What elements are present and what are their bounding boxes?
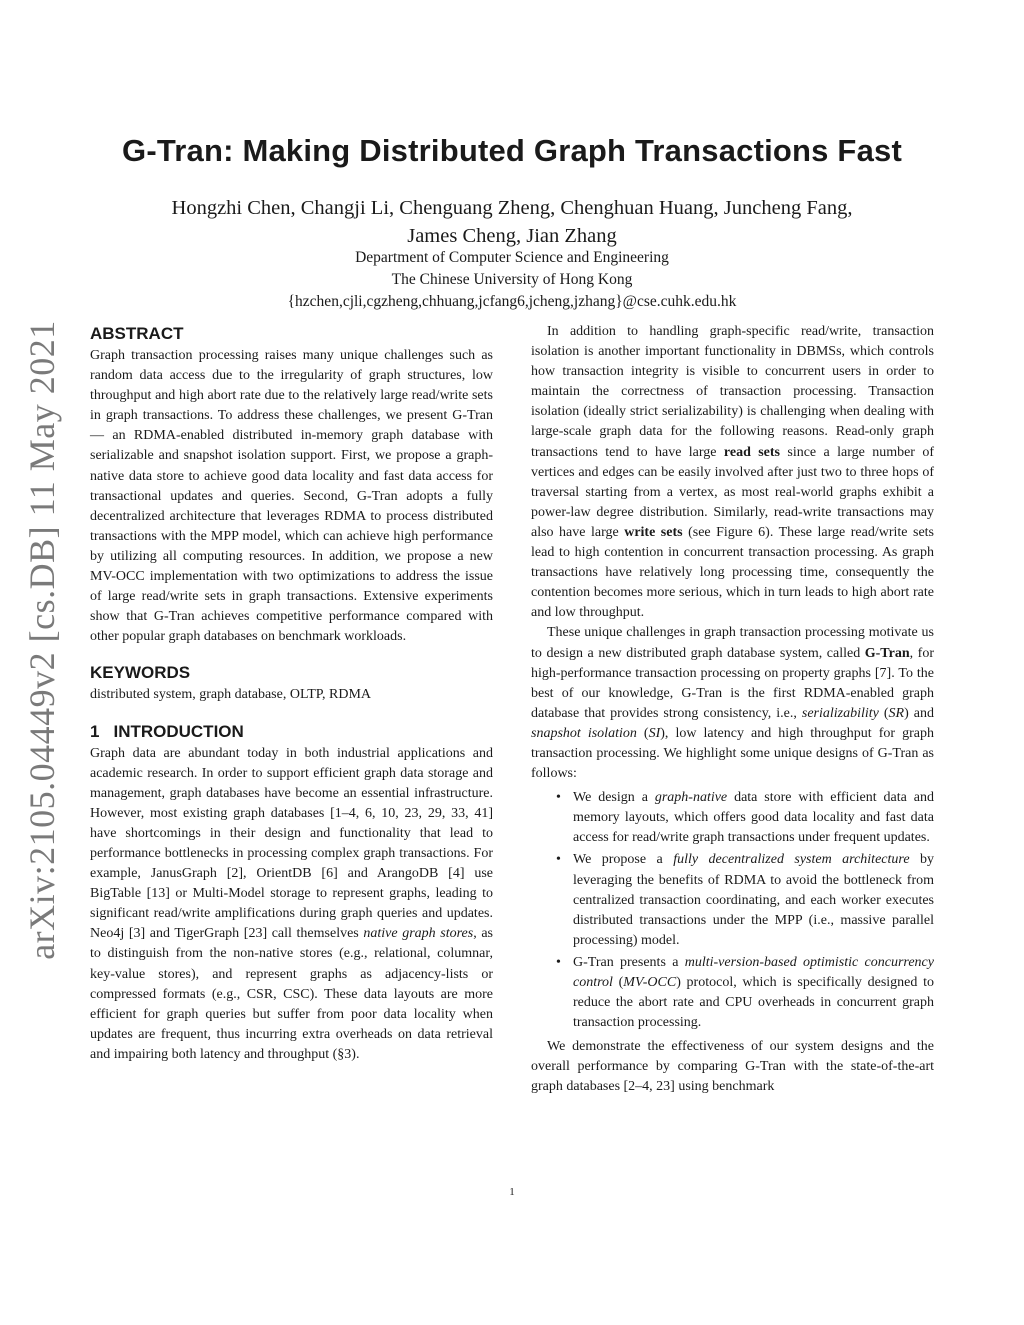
bullet-icon: • bbox=[556, 954, 561, 970]
list-item: • We propose a fully decentralized system architecture by leveraging the benefits of RDMA to avoid the bottleneck from centralized transaction coordinating, and each worker executes distributed transactions under the MPP (i.e., massive parallel processing) model. bbox=[556, 852, 934, 948]
authors-line-2: James Cheng, Jian Zhang bbox=[407, 225, 617, 247]
list-item: • We design a graph-native data store with efficient data and memory layouts, which offers good data locality and fast data access for read/write graph transactions under frequent updates. bbox=[556, 790, 934, 846]
author-list bbox=[90, 194, 934, 250]
affiliation-department: Department of Computer Science and Engineering bbox=[355, 249, 669, 266]
arxiv-sidebar-stamp bbox=[12, 320, 72, 960]
intro-paragraph-3: These unique challenges in graph transaction processing motivate us to design a new distributed graph database system, called G-Tran, for high-performance transaction processing on property graphs [7]. To the best of our knowledge, G-Tran is the first RDMA-enabled graph database that provides strong consistency, i.e., serializability (SR) and snapshot isolation (SI), low latency and high throughput for graph transaction processing. We highlight some unique designs of G-Tran as follows: bbox=[531, 625, 935, 782]
intro-paragraph-1: Graph data are abundant today in both industrial applications and academic research. In order to support efficient graph data storage and management, graph databases have become an essential infrastructure. However, most existing graph databases [1–4, 6, 10, 23, 29, 33, 41] have shortcomings in their design and functionality that lead to performance bottlenecks in processing complex graph transactions. For example, JanusGraph [2], OrientDB [6] and ArangoDB [4] use BigTable [13] or Multi-Model storage to represent graphs, leading to significant read/write amplifications during graph queries and updates. Neo4j [3] and TigerGraph [23] call themselves native graph stores, as to distinguish from the non-native stores (e.g., relational, columnar, key-value stores), and represent graphs as adjacency-lists or compressed formats (e.g., CSR, CSC). These data layouts are more efficient for graph queries but suffer from poor data locality when updates are frequent, thus incurring extra overheads on data retrieval and impairing both latency and throughput (§3). bbox=[90, 745, 493, 1062]
left-column bbox=[90, 322, 493, 1065]
authors-line-1: Hongzhi Chen, Changji Li, Chenguang Zheng, Chenghuan Huang, Juncheng Fang, bbox=[171, 197, 853, 219]
contribution-list bbox=[531, 788, 934, 1033]
bullet-icon: • bbox=[556, 852, 561, 868]
bullet-icon: • bbox=[556, 790, 561, 806]
section-number: 1 bbox=[90, 721, 100, 741]
affiliation-email: {hzchen,cjli,cgzheng,chhuang,jcfang6,jcheng,jzhang}@cse.cuhk.edu.hk bbox=[287, 293, 737, 310]
abstract-text: Graph transaction processing raises many unique challenges such as random data access due to the irregularity of graph structures, low throughput and high abort rate due to the relatively large read/write sets in graph transactions. To address these challenges, we present G-Tran — an RDMA-enabled distributed in-memory graph database with serializable and snapshot isolation support. First, we propose a graph-native data store to achieve good data locality and fast data access for transactional updates and queries. Second, G-Tran adopts a fully decentralized architecture that leverages RDMA to process distributed transactions with the MPP model, which can achieve high performance by utilizing all computing resources. In addition, we propose a new MV-OCC implementation with two optimizations to address the issue of large read/write sets in graph transactions. Extensive experiments show that G-Tran achieves competitive performance compared with other popular graph databases on benchmark workloads. bbox=[90, 348, 493, 645]
affiliation-university: The Chinese University of Hong Kong bbox=[391, 271, 633, 288]
affiliation bbox=[90, 247, 934, 313]
paper-title: G-Tran: Making Distributed Graph Transactions Fast bbox=[122, 133, 902, 168]
keywords-heading: KEYWORDS bbox=[90, 663, 191, 683]
section-title: INTRODUCTION bbox=[113, 721, 244, 741]
section-heading-introduction bbox=[90, 720, 493, 744]
abstract-heading: ABSTRACT bbox=[90, 324, 184, 343]
arxiv-id: arXiv:2105.04449v2 [cs.DB] 11 May 2021 bbox=[22, 320, 63, 960]
right-column bbox=[531, 322, 934, 1098]
keywords-text: distributed system, graph database, OLTP, RDMA bbox=[90, 687, 372, 703]
list-item: • G-Tran presents a multi-version-based optimistic concurrency control (MV-OCC) protocol, which is specifically designed to reduce the abort rate and CPU overheads in concurrent graph transaction processing. bbox=[556, 954, 934, 1031]
intro-paragraph-2: In addition to handling graph-specific read/write, transaction isolation is another important functionality in DBMSs, which controls how transaction integrity is visible to concurrent users in order to maintain the correctness of transaction processing. Transaction isolation (ideally strict serializability) is challenging when dealing with large-scale graph data for the following reasons. Read-only graph transactions tend to have large read sets since a large number of vertices and edges can be easily involved after just two to three hops of traversal starting from a vertex, as most real-world graphs exhibit a power-law degree distribution. Similarly, read-write transactions may also have large write sets (see Figure 6). These large read/write sets lead to high contention in concurrent transaction processing. As graph transactions have relatively long processing time, consequently the contention becomes more serious, which in turn leads to high abort rate and low throughput. bbox=[531, 324, 934, 621]
intro-paragraph-4: We demonstrate the effectiveness of our system designs and the overall performance by comparing G-Tran with the state-of-the-art graph databases [2–4, 23] using benchmark bbox=[531, 1039, 934, 1095]
page-number: 1 bbox=[509, 1186, 515, 1198]
